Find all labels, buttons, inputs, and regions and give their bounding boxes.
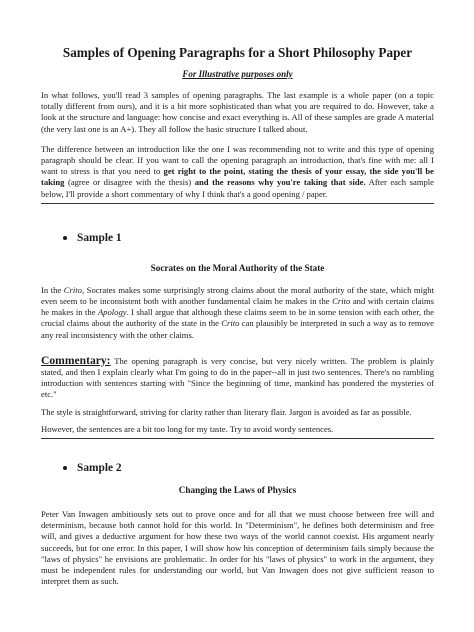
- sample-2-title: Changing the Laws of Physics: [178, 485, 297, 496]
- bullet-icon: [63, 466, 67, 470]
- bullet-icon: [63, 236, 67, 240]
- sample-text: , Socrates makes some surprisingly strong claims about the moral authority of the state, which might even seem to be inconsistent both with another fundamental claim he makes in the: [41, 284, 434, 307]
- sample-text: and with certain claims he makes in the: [41, 296, 434, 318]
- commentary-paragraph: [41, 355, 434, 401]
- intro-emphasis-thesis: get right to the point, stating the thesis of your essay, the side you'll be taking: [41, 166, 434, 188]
- sample-1-paragraph: [41, 285, 434, 341]
- sample-text: can plausibly be interpreted in such a way as to remove any real inconsistency with the other claims.: [41, 318, 434, 340]
- work-title-crito: Crito: [332, 296, 351, 307]
- commentary-length-paragraph: However, the sentences are a bit too long for my taste. Try to avoid wordy sentences.: [41, 423, 334, 434]
- section-divider: [41, 438, 434, 439]
- intro-paragraph-1: In what follows, you'll read 3 samples of opening paragraphs. The last example is a whole paper (on a topic totally different from ours), and it is a bit more sophisticated than what you are required to do. However, take a look at the structure and language: how concise and exact everything is. All of these samples are grade A material (the very last one is an A+). They all follow the basic structure I talked about.: [41, 90, 434, 134]
- sample-2-paragraph: Peter Van Inwagen ambitiously sets out to prove once and for all that we must choose between free will and determinism, because both cannot hold for this world. In "Determinism", he defines both determinism and free will, and gives a deductive argument for how these two ways of the world cannot coexist. His argument nearly succeeds, but for one error. In this paper, I will show how his conception of determinism fails simply because the "laws of physics" he envisions are problematic. In order for his "laws of physics" to work in the argument, they must be independent rules for understanding our world, but Van Inwagen does not give sufficient reason to interpret them as such.: [41, 509, 434, 587]
- document-title: Samples of Opening Paragraphs for a Short Philosophy Paper: [62, 45, 413, 60]
- intro-paragraph-2: [41, 144, 434, 200]
- sample-1-title: Socrates on the Moral Authority of the State: [150, 262, 325, 273]
- section-divider: [41, 203, 434, 204]
- work-title-crito: Crito: [63, 284, 82, 295]
- commentary-label: Commentary:: [41, 353, 111, 367]
- commentary-text: The opening paragraph is very concise, but very nicely written. The problem is plainly stated, and then I explain clearly what I'm going to do in the paper--all in just two sentences. There's no rambling introduction with sentences starting with "Since the beginning of time, mankind has pondered the mysteries of etc.": [41, 355, 434, 400]
- sample-text: . I shall argue that although these claims seem to be in some tension with each other, the crucial claims about the authority of the state in the: [41, 307, 435, 329]
- document-subtitle: For Illustrative purposes only: [182, 69, 293, 79]
- sample-text: In the: [41, 284, 64, 295]
- commentary-style-paragraph: The style is straightforward, striving for clarity rather than literary flair. Jargon is avoided as far as possible.: [41, 406, 412, 417]
- intro-text: After each sample below, I'll provide a short commentary of why I think that's a good opening / paper.: [41, 177, 434, 199]
- sample-2-label: Sample 2: [77, 462, 122, 475]
- intro-text: (agree or disagree with the thesis): [64, 177, 195, 188]
- sample-2-heading: [63, 461, 434, 475]
- work-title-crito: Crito: [221, 318, 240, 329]
- work-title-apology: Apology: [97, 307, 127, 318]
- intro-text: The difference between an introduction like the one I was recommending not to write and this type of opening paragraph should be clear. If you want to call the opening paragraph an introduction, that's fine with me: all I want to stress is that you need to: [41, 143, 434, 177]
- sample-1-heading: [63, 231, 434, 245]
- intro-emphasis-reasons: and the reasons why you're taking that side.: [194, 177, 366, 188]
- sample-1-label: Sample 1: [77, 231, 122, 244]
